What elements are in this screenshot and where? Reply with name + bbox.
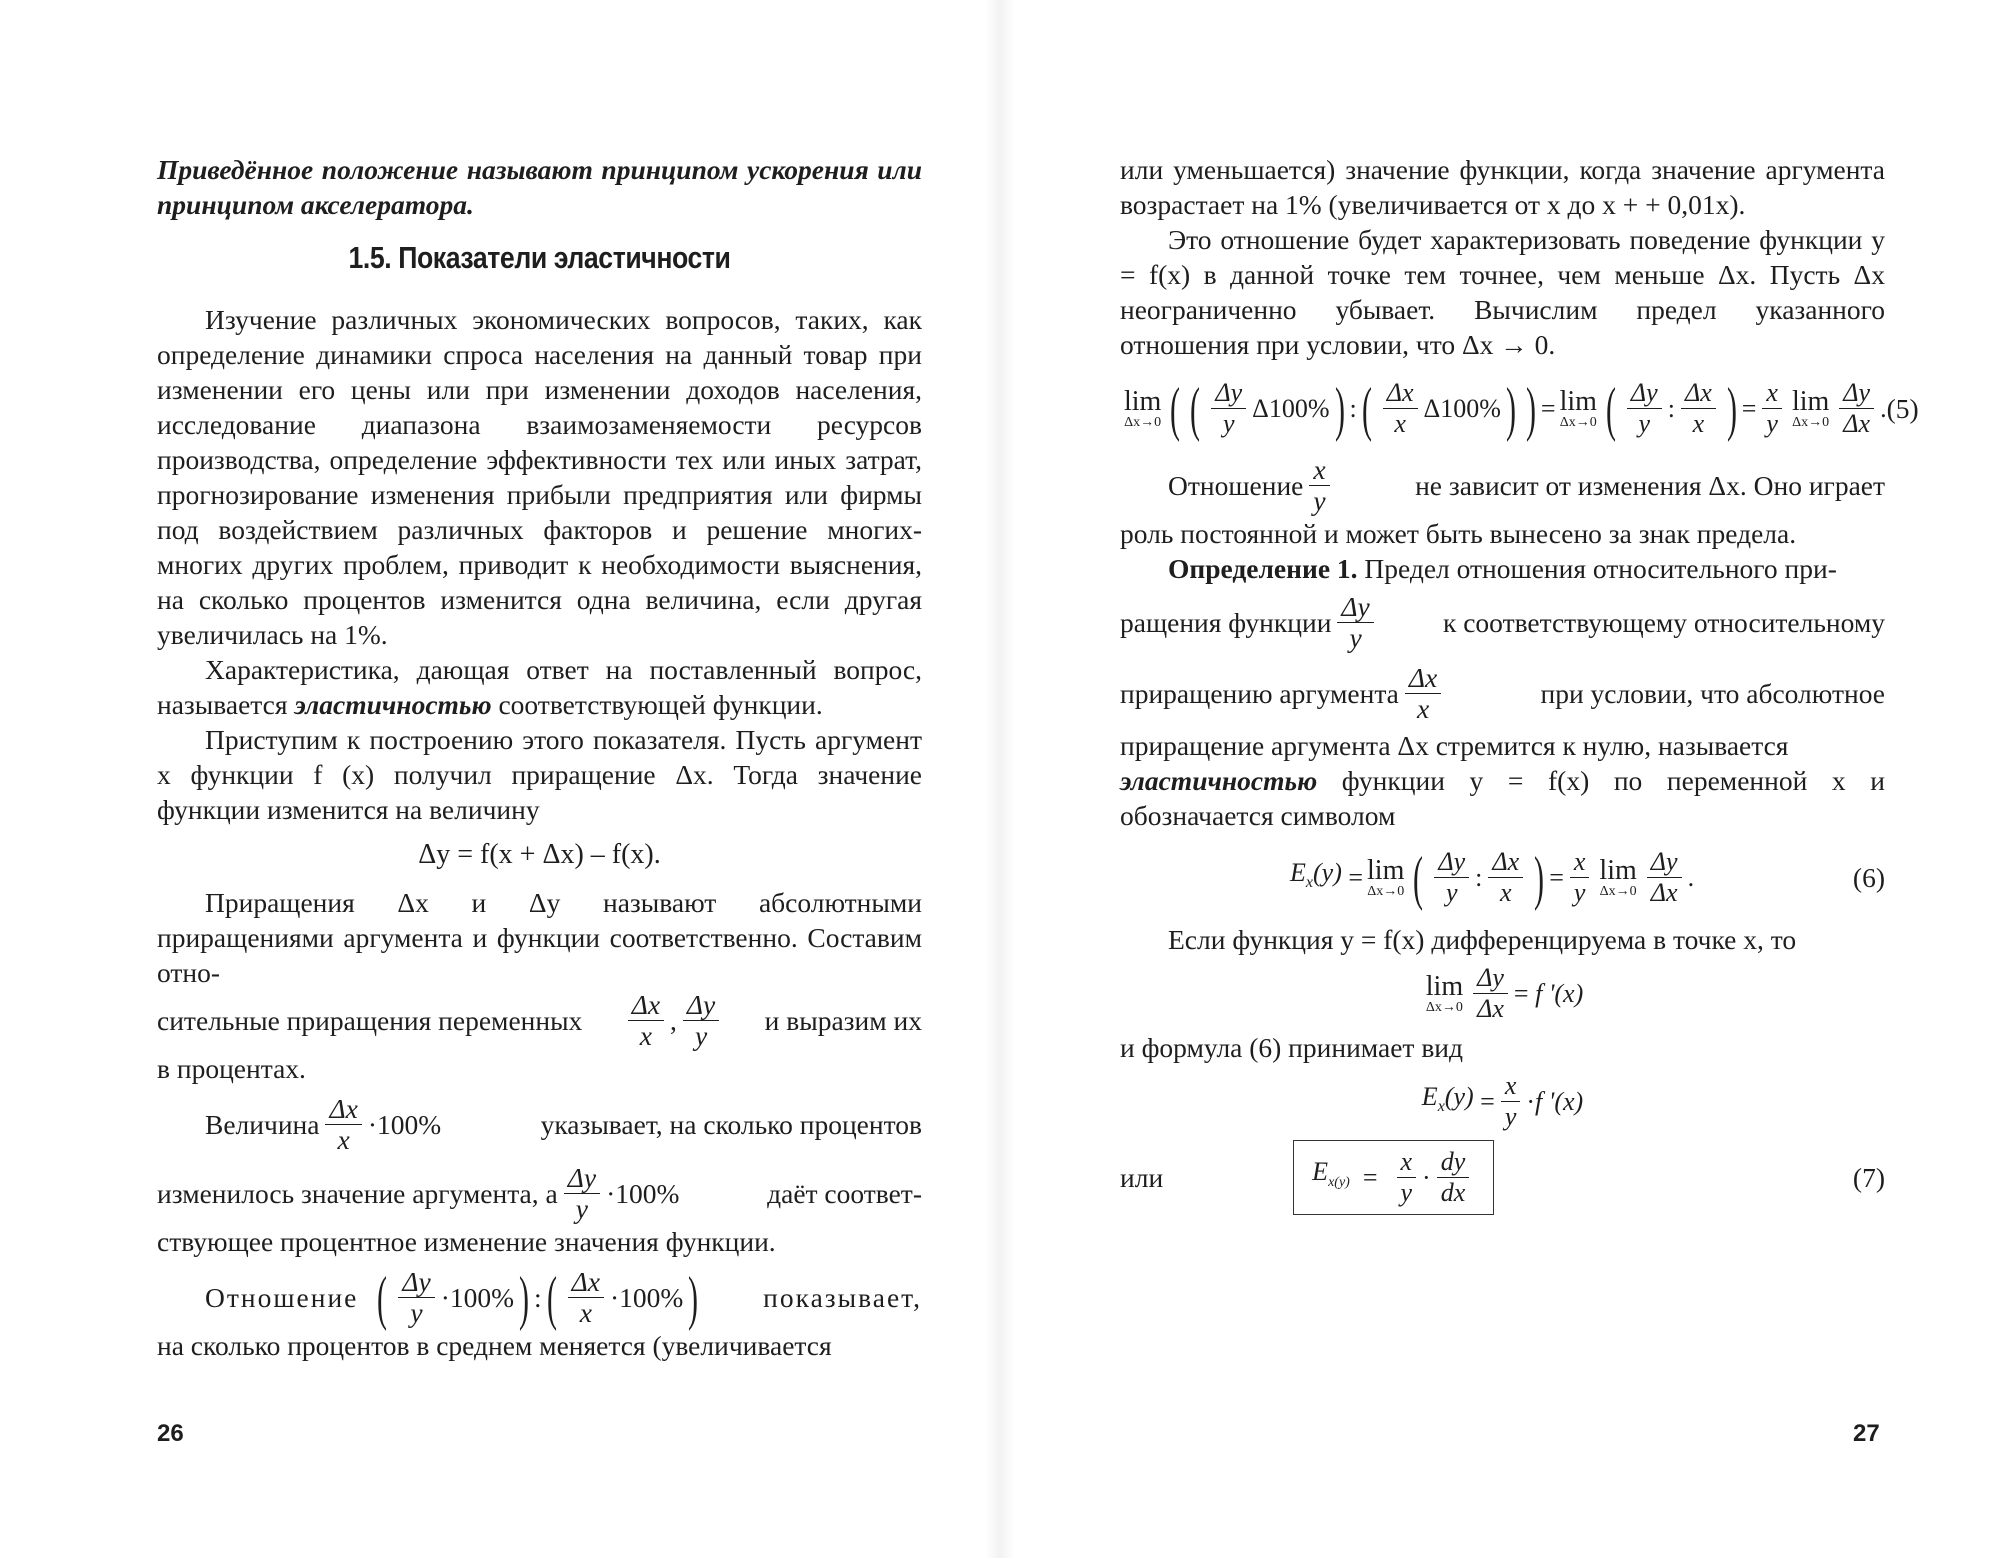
paragraph: Приступим к построению этого показателя. Пусть аргумент x функции f (x) получил приращение Δx. Тогда значение функции изменится на величину — [157, 724, 922, 825]
right-page — [1000, 0, 2000, 1558]
text: сительные приращения переменных — [157, 1005, 583, 1036]
fraction-dy-y: $\frac{\Delta y}{y}$ — [398, 1267, 434, 1328]
text: к соответствующему относительному — [1442, 607, 1885, 638]
text: Характеристика, дающая ответ на поставленный вопрос, называется — [157, 654, 922, 720]
paragraph: приращение аргумента Δx стремится к нулю, называется — [1120, 730, 1789, 761]
paragraph: и формула (6) принимает вид — [1120, 1032, 1464, 1063]
fraction-x-y: $\frac{x}{y}$ — [1309, 455, 1329, 516]
equation-number: (7) — [1852, 1162, 1885, 1193]
term-elasticity: эластичностью — [294, 689, 492, 720]
ratio-expression: ( $\frac{\Delta y}{y}$ ·100% ) : ( $\frac{\Delta x}{x}$ ·100% ) — [377, 1264, 699, 1331]
paragraph: ствующее процентное изменение значения функции. — [157, 1226, 776, 1257]
text: Отношение — [205, 1282, 359, 1313]
boxed-formula-7: $E_{x(y)}$ = $\frac{x}{y}$ · $\frac{dy}{dx}$ — [1293, 1140, 1494, 1215]
math-line — [157, 1163, 922, 1224]
math-line — [1120, 592, 1885, 653]
math-line — [157, 1094, 922, 1155]
fraction-dy-y: $\frac{\Delta y}{y}$ — [1337, 592, 1373, 653]
equation-number: (6) — [1852, 862, 1885, 893]
equation-elasticity-derivative: $E_x(y)$ = $\frac{x}{y}$ · f '(x) — [1421, 1071, 1584, 1131]
fraction-dx-x: $\frac{\Delta x}{x}$ — [1405, 663, 1441, 724]
fraction-dx-x: $\frac{\Delta x}{x}$ — [325, 1094, 361, 1155]
intro-statement: Приведённое положение называют принципом ускорения или принципом акселератора. — [157, 154, 922, 220]
right-column — [1120, 152, 1919, 1215]
math-line — [157, 1264, 922, 1331]
text: Величина — [205, 1109, 320, 1140]
text: ·100% — [367, 1109, 442, 1140]
paragraph: Это отношение будет характеризовать поведение функции y = f(x) в данной точке тем точнее, чем меньше Δx. Пусть Δx неограниченно убывает. Вычислим предел указанного отношения при условии, что Δx → 0. — [1120, 224, 1885, 360]
text: изменилось значение аргумента, а — [157, 1178, 558, 1209]
fraction-dx-x: $\frac{\Delta x}{x}$ — [568, 1267, 604, 1328]
fraction-dy-y: $\frac{\Delta y}{y}$ — [564, 1163, 600, 1224]
text: функции y = f(x) по переменной x и обозначается символом — [1120, 765, 1885, 831]
equation-6: $E_x(y)$ = lim Δx→0 ( $\frac{\Delta y}{y}$ : $\frac{\Delta x}{x}$ ) = $\frac{x}{y}$ lim Δx→0 $\frac{\Delta y}{\Delta x}$ . (6) — [1290, 844, 1885, 911]
relative-increments: $\frac{\Delta x}{x}$ , $\frac{\Delta y}{y}$ — [622, 990, 726, 1051]
text: даёт соответ- — [767, 1178, 922, 1209]
definition — [1120, 551, 1885, 586]
text: соответствующей функции. — [491, 689, 823, 720]
paragraph — [1120, 763, 1885, 833]
equation-number: (5) — [1886, 393, 1919, 424]
paragraph: Приращения Δx и Δy называют абсолютными приращениями аргумента и функции соответственно. Составим отно- — [157, 887, 922, 988]
paragraph: Если функция y = f(x) дифференцируема в точке x, то — [1168, 924, 1797, 955]
paragraph: Изучение различных экономических вопросов, таких, как определение динамики спроса населения на данный товар при изменении его цены или при изменении доходов населения, исследование диапазона взаимозаменяемости ресурсов производства, определение эффективности тех или иных затрат, прогнозирование изменения прибыли предприятия или фирмы под воздействием различных факторов и решение многих-многих других проблем, приводит к необходимости выяснения, на сколько процентов изменится одна величина, если другая увеличилась на 1%. — [157, 304, 922, 650]
text: или — [1120, 1162, 1164, 1193]
left-column — [157, 152, 922, 1363]
page-number: 26 — [157, 1420, 184, 1447]
definition-label: Определение 1. — [1168, 553, 1358, 584]
text: показывает, — [763, 1282, 922, 1313]
page-number: 27 — [1853, 1420, 1880, 1447]
limit: lim Δx→0 — [1124, 385, 1162, 430]
fraction-dy-y: $\frac{\Delta y}{y}$ — [683, 990, 719, 1051]
paragraph: роль постоянной и может быть вынесено за знак предела. — [1120, 518, 1797, 549]
math-line — [1120, 455, 1885, 516]
paragraph: на сколько процентов в среднем меняется (увеличивается — [157, 1330, 832, 1361]
text: ·100% — [606, 1178, 680, 1209]
text: и выразим их — [764, 1005, 922, 1036]
section-heading: 1.5. Показатели эластичности — [348, 240, 731, 275]
fraction-dx-x: $\frac{\Delta x}{x}$ — [628, 990, 664, 1051]
formula-delta-y: Δy = f(x + Δx) – f(x). — [418, 839, 661, 870]
paragraph: или уменьшается) значение функции, когда значение аргумента возрастает на 1% (увеличивается от x до x + + 0,01x). — [1120, 154, 1885, 220]
text: Предел отношения относительного при- — [1357, 553, 1837, 584]
text: Отношение — [1168, 470, 1304, 501]
text: приращению аргумента — [1120, 678, 1399, 709]
text: указывает, на сколько процентов — [540, 1109, 922, 1140]
equation-derivative: lim Δx→0 $\frac{\Delta y}{\Delta x}$ = f '(x) — [1425, 963, 1584, 1023]
text: не зависит от изменения Δx. Оно играет — [1415, 470, 1885, 501]
math-line — [1120, 663, 1885, 724]
paragraph: в процентах. — [157, 1053, 306, 1084]
paragraph — [157, 652, 922, 722]
equation-5: lim Δx→0 ( ( $\frac{\Delta y}{y}$ Δ100% ) : ( $\frac{\Delta x}{x}$ Δ100% ) ) = lim Δx→0 ( $\frac{\Delta y}{y}$ : $\frac{\Delta x}{x}$ ) = $\frac{x}{y}$ lim Δx→0 $\frac{\Delta y}{\Delta x}$ . (5) — [1124, 375, 1919, 442]
math-line — [157, 990, 922, 1051]
text: при условии, что абсолютное — [1540, 678, 1885, 709]
text: ращения функции — [1120, 607, 1332, 638]
term-elasticity: эластичностью — [1120, 765, 1318, 796]
equation-7-line — [1120, 1140, 1885, 1215]
